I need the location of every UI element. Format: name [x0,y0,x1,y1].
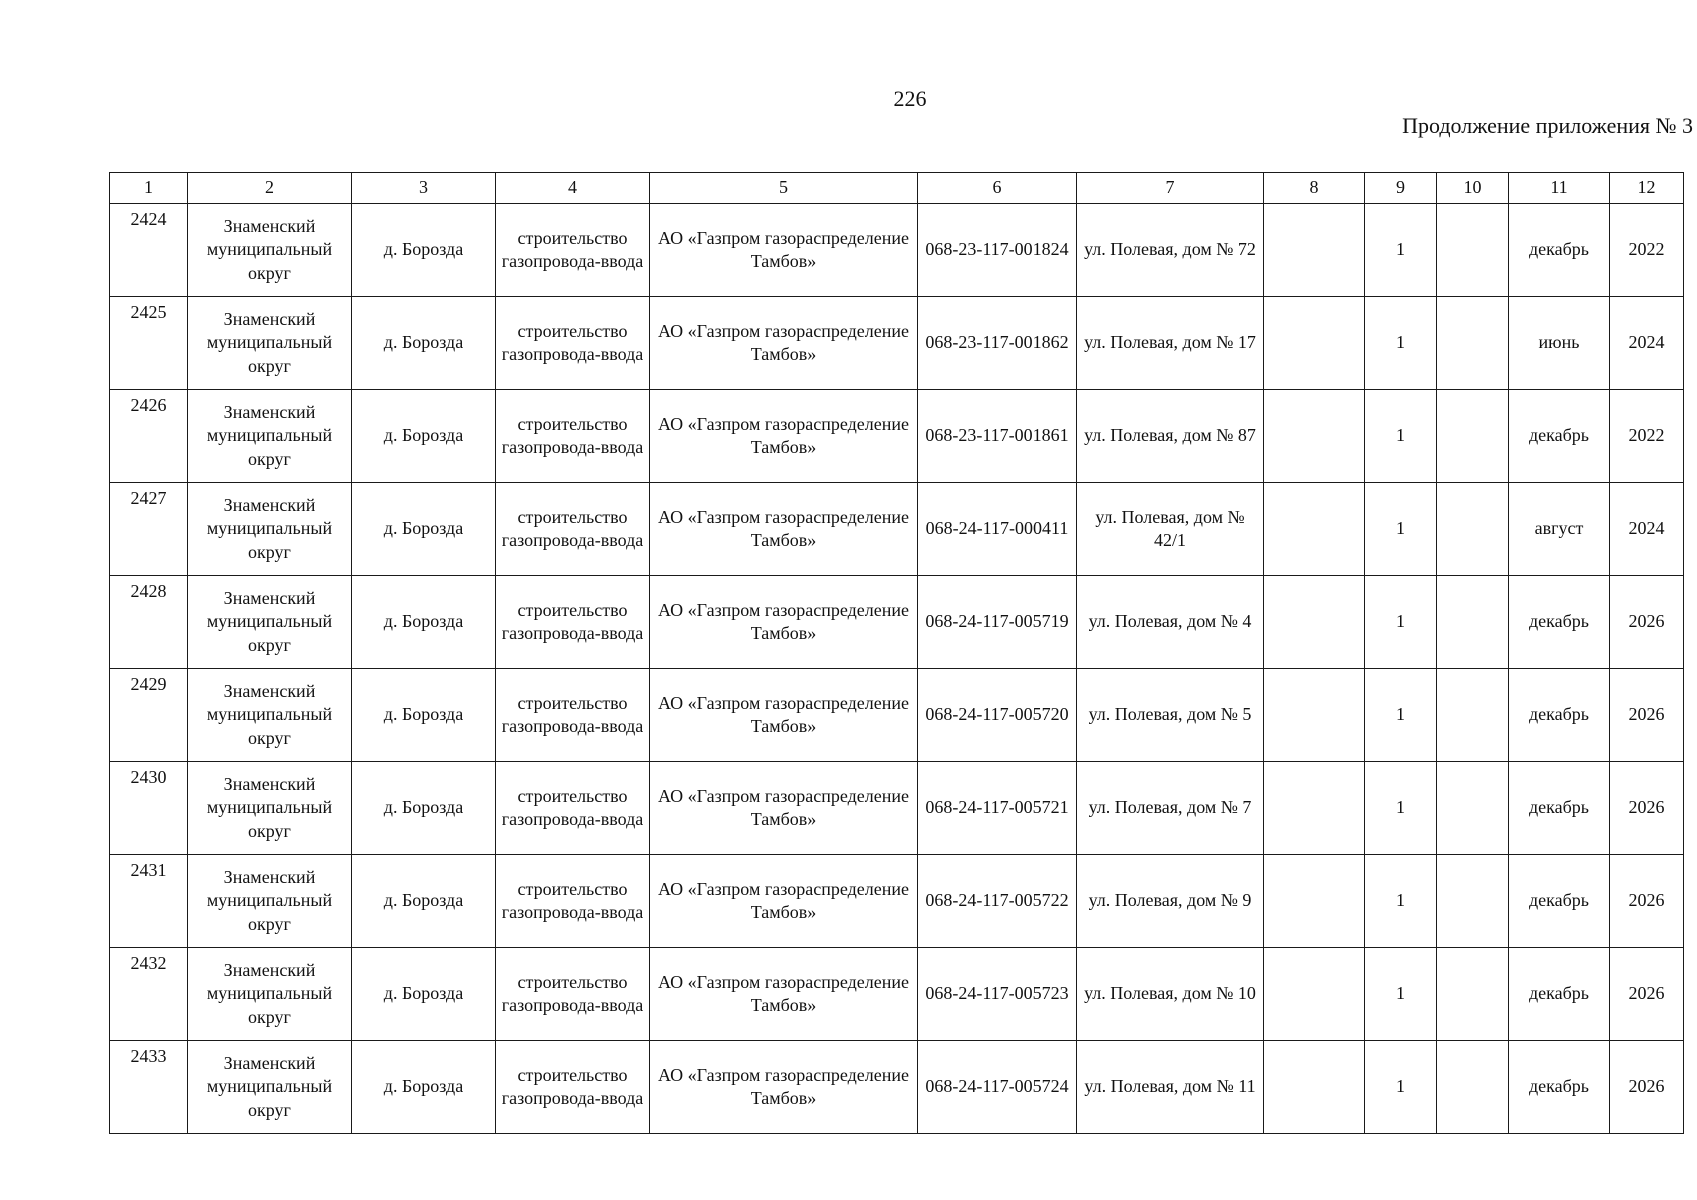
year-cell: 2026 [1610,948,1684,1041]
quantity-cell: 1 [1365,669,1437,762]
district-cell: Знаменский муниципальный округ [188,669,352,762]
organization-cell: АО «Газпром газораспределение Тамбов» [650,297,918,390]
settlement-cell: д. Борозда [352,1041,496,1134]
address-cell: ул. Полевая, дом № 17 [1077,297,1264,390]
month-cell: август [1509,483,1610,576]
work-type-cell: строительство газопровода-ввода [496,669,650,762]
table-row [110,576,1684,669]
table-row [110,204,1684,297]
registry-table [109,172,1684,1134]
object-code-cell: 068-23-117-001824 [918,204,1077,297]
object-code-cell: 068-24-117-000411 [918,483,1077,576]
quantity-cell: 1 [1365,855,1437,948]
column-8-cell [1264,669,1365,762]
quantity-cell: 1 [1365,576,1437,669]
column-10-cell [1437,204,1509,297]
district-cell: Знаменский муниципальный округ [188,483,352,576]
address-cell: ул. Полевая, дом № 5 [1077,669,1264,762]
address-cell: ул. Полевая, дом № 42/1 [1077,483,1264,576]
table-row [110,483,1684,576]
object-code-cell: 068-24-117-005720 [918,669,1077,762]
work-type-cell: строительство газопровода-ввода [496,762,650,855]
year-cell: 2026 [1610,855,1684,948]
column-10-cell [1437,1041,1509,1134]
year-cell: 2026 [1610,1041,1684,1134]
address-cell: ул. Полевая, дом № 7 [1077,762,1264,855]
year-cell: 2024 [1610,483,1684,576]
table-row [110,669,1684,762]
address-cell: ул. Полевая, дом № 72 [1077,204,1264,297]
organization-cell: АО «Газпром газораспределение Тамбов» [650,948,918,1041]
column-8-cell [1264,576,1365,669]
column-header: 5 [650,173,918,204]
object-code-cell: 068-23-117-001862 [918,297,1077,390]
quantity-cell: 1 [1365,762,1437,855]
table-row [110,1041,1684,1134]
month-cell: июнь [1509,297,1610,390]
district-cell: Знаменский муниципальный округ [188,576,352,669]
address-cell: ул. Полевая, дом № 11 [1077,1041,1264,1134]
column-8-cell [1264,297,1365,390]
column-8-cell [1264,204,1365,297]
work-type-cell: строительство газопровода-ввода [496,390,650,483]
column-10-cell [1437,390,1509,483]
object-code-cell: 068-24-117-005722 [918,855,1077,948]
settlement-cell: д. Борозда [352,483,496,576]
object-code-cell: 068-23-117-001861 [918,390,1077,483]
column-8-cell [1264,1041,1365,1134]
quantity-cell: 1 [1365,483,1437,576]
address-cell: ул. Полевая, дом № 4 [1077,576,1264,669]
organization-cell: АО «Газпром газораспределение Тамбов» [650,669,918,762]
row-number-cell: 2429 [110,669,188,762]
month-cell: декабрь [1509,204,1610,297]
work-type-cell: строительство газопровода-ввода [496,1041,650,1134]
year-cell: 2026 [1610,762,1684,855]
district-cell: Знаменский муниципальный округ [188,390,352,483]
row-number-cell: 2428 [110,576,188,669]
column-10-cell [1437,948,1509,1041]
column-header: 6 [918,173,1077,204]
work-type-cell: строительство газопровода-ввода [496,483,650,576]
month-cell: декабрь [1509,855,1610,948]
district-cell: Знаменский муниципальный округ [188,855,352,948]
work-type-cell: строительство газопровода-ввода [496,297,650,390]
organization-cell: АО «Газпром газораспределение Тамбов» [650,1041,918,1134]
page-number: 226 [893,86,927,111]
column-header: 12 [1610,173,1684,204]
column-8-cell [1264,855,1365,948]
district-cell: Знаменский муниципальный округ [188,948,352,1041]
settlement-cell: д. Борозда [352,297,496,390]
work-type-cell: строительство газопровода-ввода [496,576,650,669]
column-header: 8 [1264,173,1365,204]
row-number-cell: 2427 [110,483,188,576]
column-8-cell [1264,948,1365,1041]
organization-cell: АО «Газпром газораспределение Тамбов» [650,204,918,297]
column-10-cell [1437,762,1509,855]
object-code-cell: 068-24-117-005724 [918,1041,1077,1134]
year-cell: 2026 [1610,669,1684,762]
column-header: 11 [1509,173,1610,204]
table-row [110,762,1684,855]
work-type-cell: строительство газопровода-ввода [496,204,650,297]
table-body [110,204,1684,1134]
organization-cell: АО «Газпром газораспределение Тамбов» [650,762,918,855]
row-number-cell: 2425 [110,297,188,390]
month-cell: декабрь [1509,1041,1610,1134]
month-cell: декабрь [1509,669,1610,762]
column-header: 1 [110,173,188,204]
year-cell: 2026 [1610,576,1684,669]
row-number-cell: 2426 [110,390,188,483]
table-row [110,297,1684,390]
settlement-cell: д. Борозда [352,669,496,762]
column-10-cell [1437,297,1509,390]
quantity-cell: 1 [1365,948,1437,1041]
header-row [110,173,1684,204]
work-type-cell: строительство газопровода-ввода [496,855,650,948]
district-cell: Знаменский муниципальный округ [188,297,352,390]
table-row [110,390,1684,483]
address-cell: ул. Полевая, дом № 87 [1077,390,1264,483]
month-cell: декабрь [1509,762,1610,855]
month-cell: декабрь [1509,576,1610,669]
address-cell: ул. Полевая, дом № 10 [1077,948,1264,1041]
object-code-cell: 068-24-117-005719 [918,576,1077,669]
object-code-cell: 068-24-117-005723 [918,948,1077,1041]
organization-cell: АО «Газпром газораспределение Тамбов» [650,576,918,669]
column-header: 4 [496,173,650,204]
month-cell: декабрь [1509,948,1610,1041]
settlement-cell: д. Борозда [352,390,496,483]
column-10-cell [1437,669,1509,762]
column-header: 10 [1437,173,1509,204]
quantity-cell: 1 [1365,204,1437,297]
column-8-cell [1264,762,1365,855]
column-8-cell [1264,483,1365,576]
row-number-cell: 2433 [110,1041,188,1134]
row-number-cell: 2430 [110,762,188,855]
row-number-cell: 2432 [110,948,188,1041]
settlement-cell: д. Борозда [352,204,496,297]
district-cell: Знаменский муниципальный округ [188,204,352,297]
year-cell: 2024 [1610,297,1684,390]
year-cell: 2022 [1610,390,1684,483]
quantity-cell: 1 [1365,297,1437,390]
address-cell: ул. Полевая, дом № 9 [1077,855,1264,948]
organization-cell: АО «Газпром газораспределение Тамбов» [650,483,918,576]
settlement-cell: д. Борозда [352,762,496,855]
row-number-cell: 2424 [110,204,188,297]
column-header: 3 [352,173,496,204]
work-type-cell: строительство газопровода-ввода [496,948,650,1041]
column-header: 2 [188,173,352,204]
year-cell: 2022 [1610,204,1684,297]
column-header: 7 [1077,173,1264,204]
quantity-cell: 1 [1365,390,1437,483]
column-10-cell [1437,483,1509,576]
column-10-cell [1437,855,1509,948]
district-cell: Знаменский муниципальный округ [188,1041,352,1134]
organization-cell: АО «Газпром газораспределение Тамбов» [650,855,918,948]
district-cell: Знаменский муниципальный округ [188,762,352,855]
appendix-note: Продолжение приложения № 3 [1402,113,1693,138]
settlement-cell: д. Борозда [352,855,496,948]
organization-cell: АО «Газпром газораспределение Тамбов» [650,390,918,483]
quantity-cell: 1 [1365,1041,1437,1134]
settlement-cell: д. Борозда [352,948,496,1041]
month-cell: декабрь [1509,390,1610,483]
column-header: 9 [1365,173,1437,204]
column-8-cell [1264,390,1365,483]
row-number-cell: 2431 [110,855,188,948]
table-row [110,855,1684,948]
object-code-cell: 068-24-117-005721 [918,762,1077,855]
column-10-cell [1437,576,1509,669]
settlement-cell: д. Борозда [352,576,496,669]
table-row [110,948,1684,1041]
